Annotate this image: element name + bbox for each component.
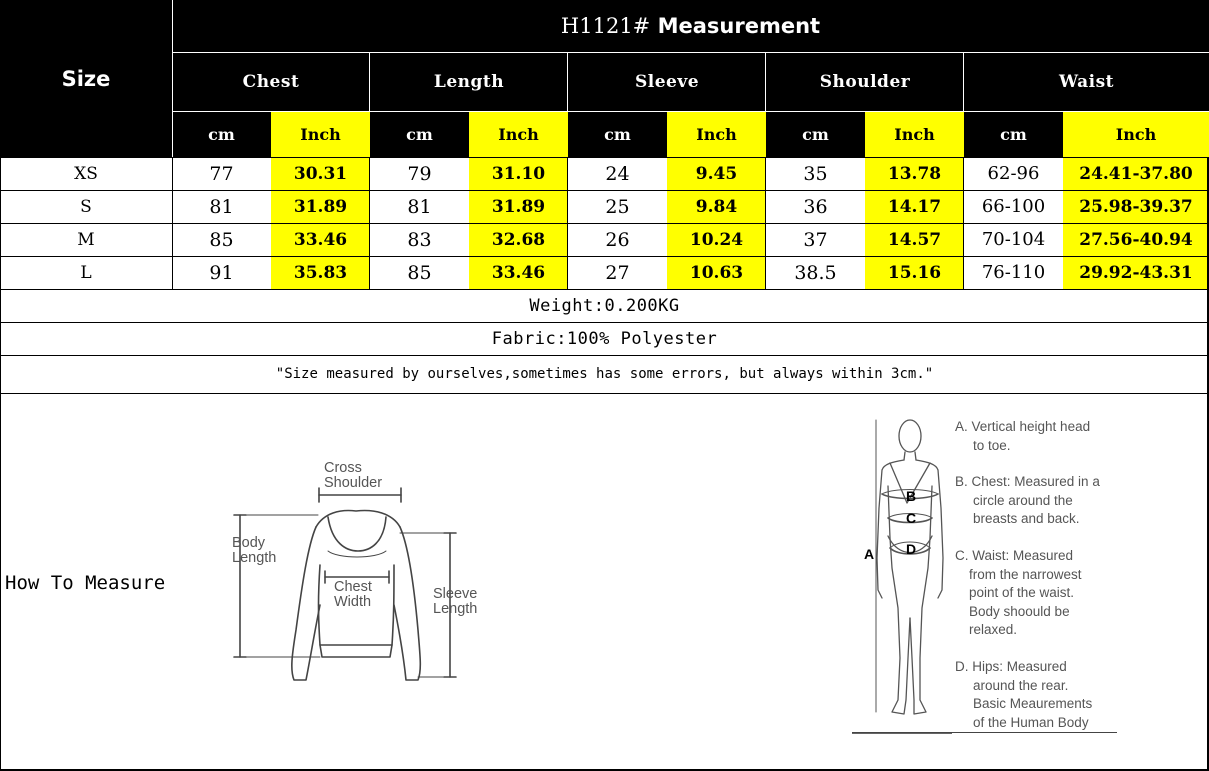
col-header-chest: Chest xyxy=(172,52,370,112)
chart-title xyxy=(172,0,1209,52)
body-letter-d: D xyxy=(906,541,917,557)
cm-value: 27 xyxy=(605,261,630,284)
inch-value: 30.31 xyxy=(271,157,370,190)
size-label: M xyxy=(77,229,95,250)
legend-a: A. Vertical height head to toe. xyxy=(955,419,1091,453)
unit-inch: Inch xyxy=(271,112,370,157)
cm-value: 85 xyxy=(209,228,234,251)
inch-value: 10.63 xyxy=(667,256,766,289)
inch-value: 24.41-37.80 xyxy=(1063,157,1209,190)
inch-value: 25.98-39.37 xyxy=(1063,190,1209,223)
inch-value: 29.92-43.31 xyxy=(1063,256,1209,289)
unit-cm: cm xyxy=(766,112,865,157)
sleeve-length-label: Sleeve Length xyxy=(433,586,478,617)
col-header-sleeve: Sleeve xyxy=(568,52,766,112)
chest-width-label: Chest Width xyxy=(334,579,372,610)
title-word: Measurement xyxy=(657,14,821,38)
measurement-note: "Size measured by ourselves,sometimes has some errors, but always within 3cm." xyxy=(275,366,934,382)
inch-value: 33.46 xyxy=(469,256,568,289)
size-header: Size xyxy=(0,0,172,157)
inch-value: 14.17 xyxy=(865,190,964,223)
cm-value: 83 xyxy=(407,228,432,251)
inch-value: 31.89 xyxy=(469,190,568,223)
size-label: XS xyxy=(74,163,98,184)
unit-cm: cm xyxy=(568,112,667,157)
unit-cm: cm xyxy=(370,112,469,157)
unit-inch: Inch xyxy=(469,112,568,157)
how-to-measure-label: How To Measure xyxy=(5,572,166,594)
legend-b: B. Chest: Measured in a circle around the breasts and back. xyxy=(955,474,1100,526)
cm-value: 37 xyxy=(803,228,828,251)
weight-row: Weight:0.200KG xyxy=(529,295,680,316)
col-header-length: Length xyxy=(370,52,568,112)
cm-value: 77 xyxy=(209,162,234,185)
inch-value: 31.89 xyxy=(271,190,370,223)
cm-value: 26 xyxy=(605,228,630,251)
body-length-label: Body Length xyxy=(232,535,277,566)
cm-value: 81 xyxy=(407,195,432,218)
inch-value: 10.24 xyxy=(667,223,766,256)
inch-value: 15.16 xyxy=(865,256,964,289)
title-code: H1121# xyxy=(560,14,651,38)
cm-value: 91 xyxy=(209,261,234,284)
inch-value: 9.84 xyxy=(667,190,766,223)
cm-value: 85 xyxy=(407,261,432,284)
cm-value: 24 xyxy=(605,162,630,185)
cm-value: 38.5 xyxy=(794,261,837,284)
cm-value: 70-104 xyxy=(981,229,1046,250)
body-figure-diagram xyxy=(852,408,952,738)
unit-cm: cm xyxy=(172,112,271,157)
unit-inch: Inch xyxy=(667,112,766,157)
size-label: S xyxy=(80,196,92,217)
cm-value: 35 xyxy=(803,162,828,185)
cm-value: 36 xyxy=(803,195,828,218)
body-letter-b: B xyxy=(906,488,917,504)
cm-value: 62-96 xyxy=(987,163,1040,184)
cm-value: 76-110 xyxy=(981,262,1046,283)
cm-value: 66-100 xyxy=(981,196,1046,217)
cm-value: 81 xyxy=(209,195,234,218)
body-letter-a: A xyxy=(864,546,875,562)
size-label: L xyxy=(80,262,92,283)
inch-value: 27.56-40.94 xyxy=(1063,223,1209,256)
cm-value: 25 xyxy=(605,195,630,218)
inch-value: 31.10 xyxy=(469,157,568,190)
inch-value: 32.68 xyxy=(469,223,568,256)
inch-value: 33.46 xyxy=(271,223,370,256)
legend-c: C. Waist: Measured from the narrowest point of the waist. Body shoould be relaxed. xyxy=(955,548,1082,637)
unit-cm: cm xyxy=(964,112,1063,157)
inch-value: 13.78 xyxy=(865,157,964,190)
unit-inch: Inch xyxy=(865,112,964,157)
inch-value: 9.45 xyxy=(667,157,766,190)
inch-value: 35.83 xyxy=(271,256,370,289)
col-header-shoulder: Shoulder xyxy=(766,52,964,112)
fabric-row: Fabric:100% Polyester xyxy=(491,328,718,349)
cross-shoulder-label: Cross Shoulder xyxy=(324,460,383,491)
cm-value: 79 xyxy=(407,162,432,185)
unit-inch: Inch xyxy=(1063,112,1209,157)
inch-value: 14.57 xyxy=(865,223,964,256)
legend-d: D. Hips: Measured around the rear. Basic Meaurements of the Human Body xyxy=(955,659,1093,730)
col-header-waist: Waist xyxy=(964,52,1209,112)
body-letter-c: C xyxy=(906,510,917,526)
